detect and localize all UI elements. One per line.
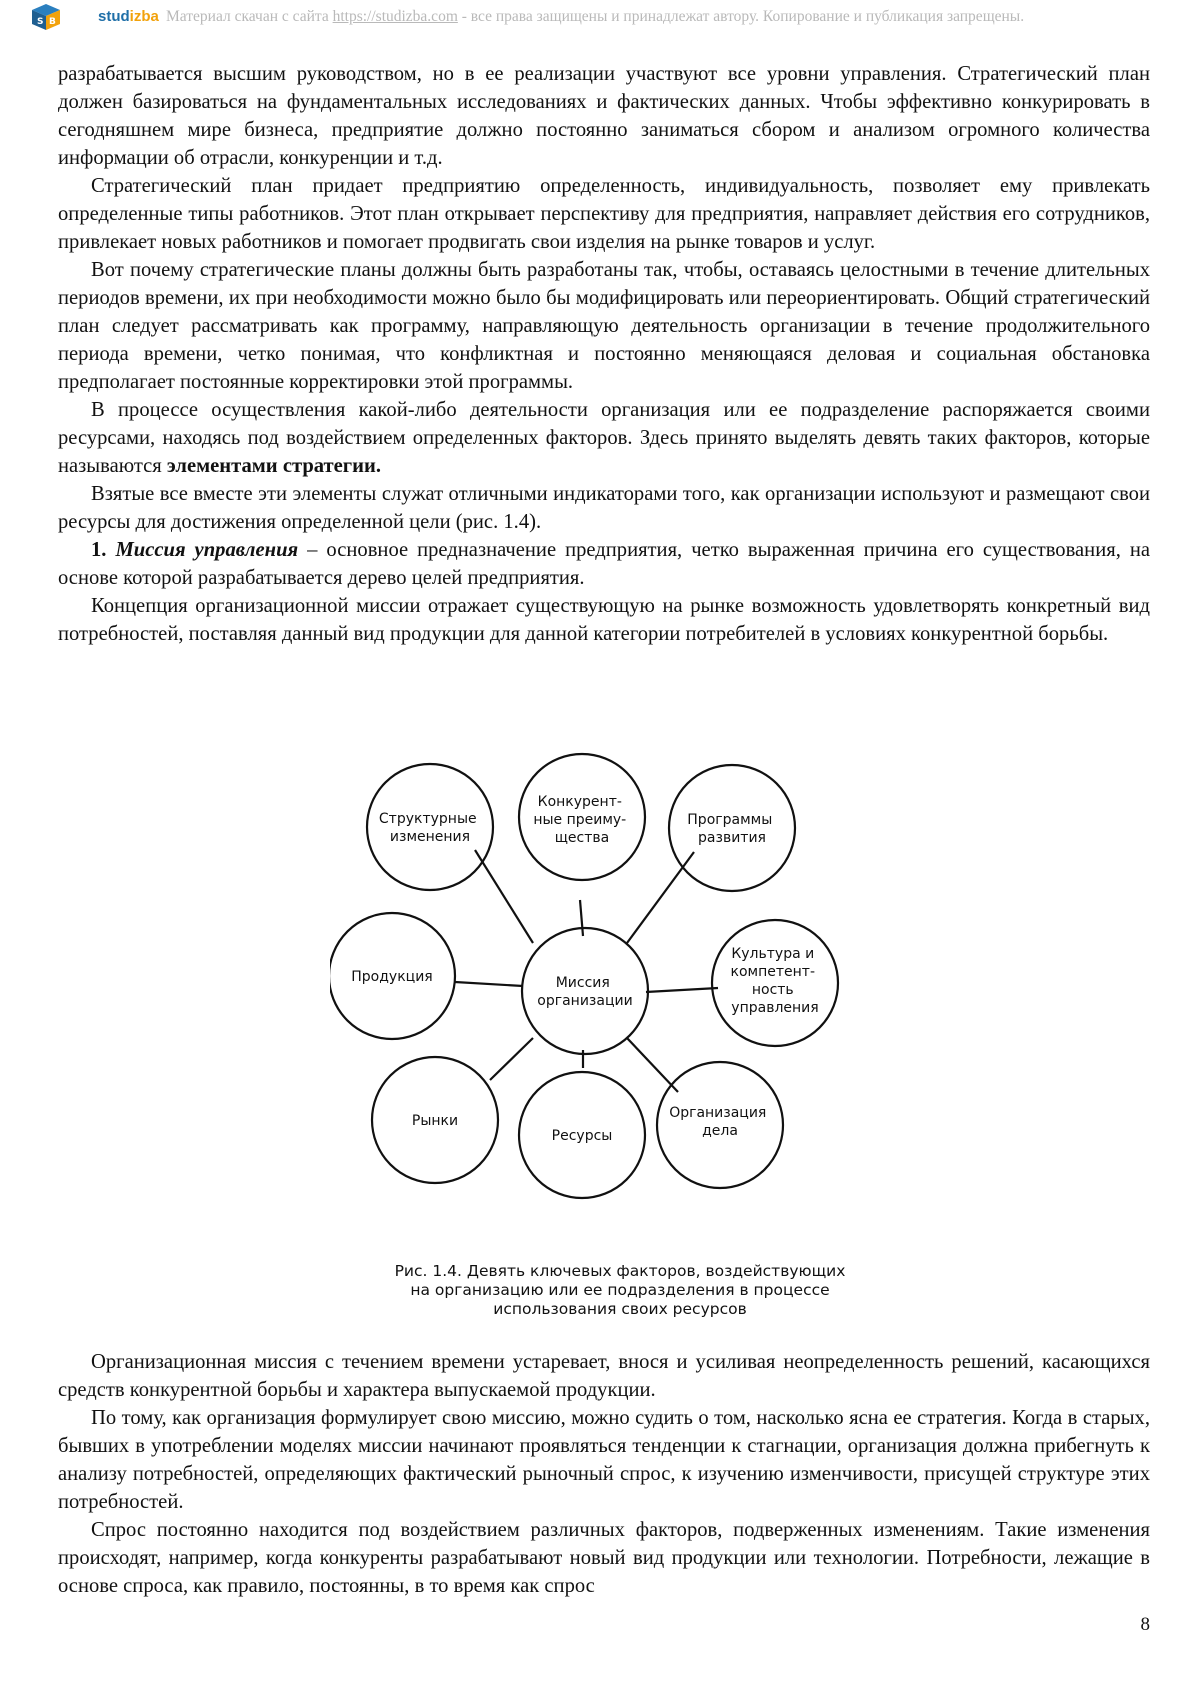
paragraph: По тому, как организация формулирует свою миссию, можно судить о том, насколько ясна ее стратегия. Когда в старых, бывших в употреблении моделях миссии начинают проявляться тенденции к стагнации, организация должна прибегнуть к анализу потребностей, определяющих фактический рыночный спрос, к изучению изменчивости, присущей структуре этих потребностей. (58, 1407, 1150, 1513)
studizba-logo[interactable] (26, 2, 159, 32)
node-structural-circle (367, 764, 493, 890)
diagram-svg (330, 750, 910, 1260)
connector-line (627, 1038, 678, 1092)
paragraph: Организационная миссия с течением времени устаревает, внося и усиливая неопределенность решений, касающихся средств конкурентной борьбы и характера выпускаемой продукции. (58, 1351, 1150, 1401)
logo-cube-icon (26, 2, 70, 32)
node-organization-label: Организация дела (669, 1105, 767, 1139)
node-products-label: Продукция (351, 969, 433, 985)
paragraph: 1. Миссия управления – основное предназначение предприятия, четко выраженная причина его существования, на основе которой разрабатывается дерево целей предприятия. (58, 539, 1150, 589)
node-programs-circle (669, 765, 795, 891)
caption-line: Рис. 1.4. Девять ключевых факторов, воздействующих (394, 1262, 846, 1280)
paragraph: Взятые все вместе эти элементы служат отличными индикаторами того, как организации используют и размещают свои ресурсы для достижения определенной цели (рис. 1.4). (58, 483, 1150, 533)
paragraph: Спрос постоянно находится под воздействием различных факторов, подверженных изменениям. Такие изменения происходят, например, когда конкуренты разрабатывают новый вид продукции или технологии. Потребности, лежащие в основе спроса, как правило, постоянны, в то время как спрос (58, 1519, 1150, 1597)
node-resources-label: Ресурсы (551, 1128, 613, 1144)
logo-wordmark: studizba (98, 8, 159, 25)
node-markets-label: Рынки (411, 1113, 459, 1129)
text-block-bottom (58, 1348, 1150, 1600)
node-center-label: Миссия организации (537, 975, 633, 1009)
source-link[interactable]: https://studizba.com (332, 8, 458, 25)
text-block-top (58, 60, 1150, 648)
node-structural-label: Структурные изменения (378, 811, 477, 845)
connector-line (627, 852, 694, 943)
copyright-notice: Материал скачан с сайта https://studizba.com - все права защищены и принадлежат автору. Копирование и публикация запрещены. (166, 8, 1025, 25)
page-header (0, 0, 1200, 36)
figure-caption (330, 1262, 910, 1319)
paragraph: Концепция организационной миссии отражает существующую на рынке возможность удовлетворять конкретный вид потребностей, поставляя данный вид продукции для данной категории потребителей в условиях конкурентной борьбы. (58, 595, 1150, 645)
strategy-elements-term: элементами стратегии. (166, 455, 382, 477)
paragraph: разрабатывается высшим руководством, но в ее реализации участвуют все уровни управления. Стратегический план должен базироваться на фундаментальных исследованиях и фактических данных. Чтобы эффективно конкурировать в сегодняшнем мире бизнеса, предприятие должно постоянно заниматься сбором и анализом огромного количества информации об отрасли, конкуренции и т.д. (58, 63, 1150, 169)
svg-text:S: S (37, 17, 44, 27)
paragraph: В процессе осуществления какой-либо деятельности организация или ее подразделение распоряжается своими ресурсами, находясь под воздействием определенных факторов. Здесь принято выделять девять таких факторов, которые называются элементами стратегии. (58, 399, 1150, 477)
connector-line (490, 1038, 533, 1080)
mission-term: Миссия управления (115, 539, 299, 561)
connector-line (475, 850, 533, 943)
node-competitive-label: Конкурент- ные преиму- щества (533, 794, 627, 846)
svg-text:B: B (49, 17, 56, 27)
strategy-elements-diagram (330, 750, 910, 1320)
page-number: 8 (1140, 1614, 1150, 1635)
connector-line (580, 900, 583, 936)
caption-line: использования своих ресурсов (493, 1300, 747, 1318)
node-center-circle (522, 928, 648, 1054)
paragraph: Вот почему стратегические планы должны быть разработаны так, чтобы, оставаясь целостными в течение длительных периодов времени, их при необходимости можно было бы модифицировать или переориентировать. Общий стратегический план следует рассматривать как программу, направляющую деятельность организации в течение продолжительного периода времени, четко понимая, что конфликтная и постоянно меняющаяся деловая и социальная обстановка предполагает постоянные корректировки этой программы. (58, 259, 1150, 393)
paragraph: Стратегический план придает предприятию определенность, индивидуальность, позволяет ему привлекать определенные типы работников. Этот план открывает перспективу для предприятия, направляет действия его сотрудников, привлекает новых работников и помогает продвигать свои изделия на рынке товаров и услуг. (58, 175, 1150, 253)
caption-line: на организацию или ее подразделения в процессе (410, 1281, 830, 1299)
node-culture-label: Культура и компетент- ность управления (730, 946, 819, 1016)
node-programs-label: Программы развития (687, 812, 773, 846)
connector-line (646, 988, 718, 992)
connector-line (455, 982, 523, 986)
